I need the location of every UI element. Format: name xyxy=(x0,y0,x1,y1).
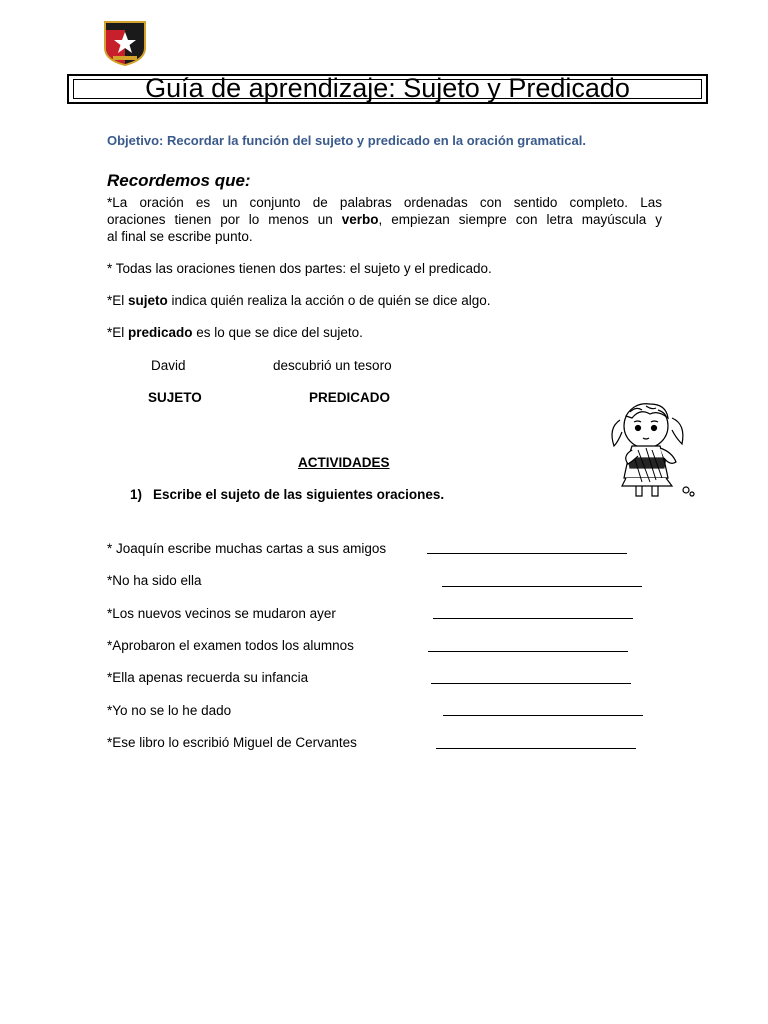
sujeto-note-start: *El xyxy=(107,293,129,308)
definition-line-2-start: oraciones tienen por lo menos un xyxy=(107,212,342,227)
sujeto-note-end: indica quién realiza la acción o de quién se dice algo. xyxy=(167,293,491,308)
sentence-4: *Aprobaron el examen todos los alumnos xyxy=(107,638,354,653)
sentence-3: *Los nuevos vecinos se mudaron ayer xyxy=(107,606,336,621)
answer-blank-2[interactable] xyxy=(442,586,642,587)
answer-blank-5[interactable] xyxy=(431,683,631,684)
definition-paragraph xyxy=(107,194,662,245)
sentence-1: * Joaquín escribe muchas cartas a sus amigos xyxy=(107,541,387,556)
page-title: Guía de aprendizaje: Sujeto y Predicado xyxy=(145,73,630,103)
parts-note: * Todas las oraciones tienen dos partes: el sujeto y el predicado. xyxy=(107,261,492,276)
sentence-6: *Yo no se lo he dado xyxy=(107,703,232,718)
sujeto-bold: sujeto xyxy=(128,293,168,308)
recordemos-heading: Recordemos que: xyxy=(107,171,251,190)
sujeto-note xyxy=(107,293,491,308)
title-box xyxy=(67,74,708,104)
definition-line-1: *La oración es un conjunto de palabras ordenadas con sentido completo. Las xyxy=(107,195,662,210)
sentence-5: *Ella apenas recuerda su infancia xyxy=(107,670,309,685)
subject-label: SUJETO xyxy=(148,390,202,405)
answer-blank-6[interactable] xyxy=(443,715,643,716)
predicado-note-end: es lo que se dice del sujeto. xyxy=(192,325,363,340)
predicate-label: PREDICADO xyxy=(309,390,391,405)
predicado-bold: predicado xyxy=(128,325,193,340)
predicado-note xyxy=(107,325,363,340)
school-logo xyxy=(103,20,147,66)
definition-line-2-end: , empiezan siempre con letra mayúscula y xyxy=(378,212,662,227)
answer-blank-3[interactable] xyxy=(433,618,633,619)
example-predicate: descubrió un tesoro xyxy=(273,358,392,373)
instruction-text: Escribe el sujeto de las siguientes oraciones. xyxy=(153,487,445,502)
answer-blank-4[interactable] xyxy=(428,651,628,652)
sentence-2: *No ha sido ella xyxy=(107,573,202,588)
objective-text: Objetivo: Recordar la función del sujeto y predicado en la oración gramatical. xyxy=(107,133,586,148)
predicado-note-start: *El xyxy=(107,325,129,340)
activities-heading: ACTIVIDADES xyxy=(298,455,390,470)
definition-line-2 xyxy=(107,211,662,228)
instruction-number: 1) xyxy=(130,487,143,502)
verbo-bold: verbo xyxy=(341,212,379,227)
answer-blank-7[interactable] xyxy=(436,748,636,749)
sentence-7: *Ese libro lo escribió Miguel de Cervantes xyxy=(107,735,357,750)
definition-line-3: al final se escribe punto. xyxy=(107,229,253,244)
girl-illustration xyxy=(606,398,698,502)
example-subject: David xyxy=(151,358,186,373)
answer-blank-1[interactable] xyxy=(427,553,627,554)
